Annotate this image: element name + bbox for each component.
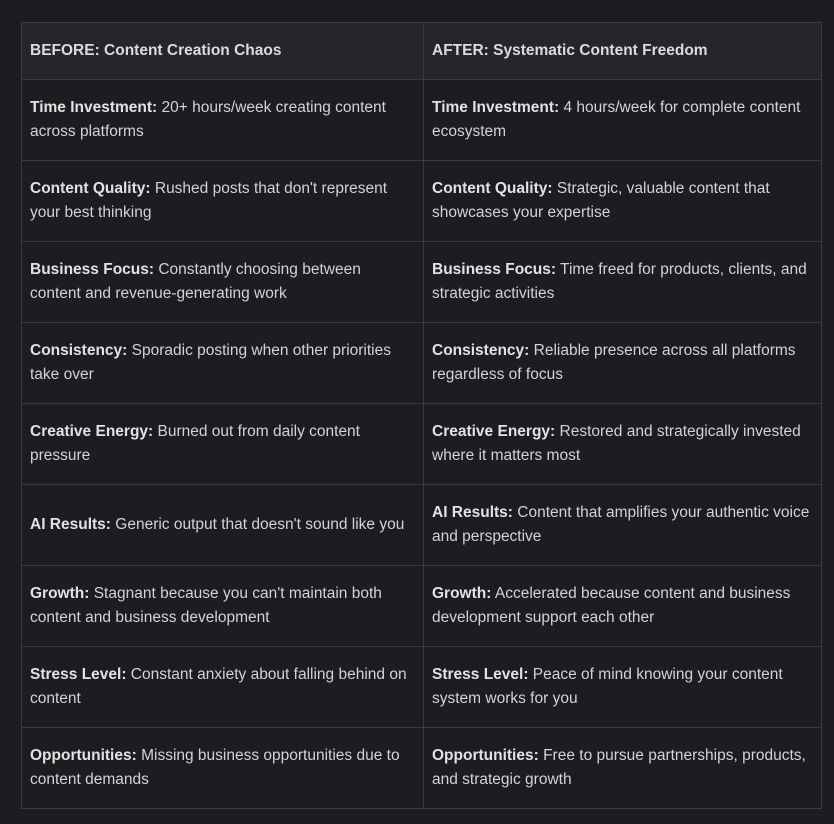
- cell-text: Reliable presence across all platforms regardless of focus: [432, 342, 796, 383]
- cell-label: AI Results:: [432, 504, 513, 521]
- table-row: [22, 161, 822, 242]
- cell-label: Time Investment:: [30, 99, 158, 116]
- cell-after: [424, 404, 822, 485]
- cell-label: Growth:: [30, 585, 90, 602]
- comparison-table: [21, 22, 822, 809]
- cell-text: 20+ hours/week creating content across platforms: [30, 99, 386, 140]
- cell-before: [22, 404, 424, 485]
- cell-text: Free to pursue partnerships, products, and strategic growth: [432, 747, 806, 788]
- cell-label: Business Focus:: [432, 261, 557, 278]
- comparison-table-container: [21, 22, 821, 809]
- header-after: AFTER: Systematic Content Freedom: [424, 23, 822, 80]
- cell-before: [22, 161, 424, 242]
- table-row: [22, 728, 822, 809]
- table-body: [22, 80, 822, 809]
- cell-before: [22, 566, 424, 647]
- cell-before: [22, 323, 424, 404]
- cell-text: Restored and strategically invested where it matters most: [432, 423, 801, 464]
- cell-label: Time Investment:: [432, 99, 560, 116]
- cell-text: Accelerated because content and business development support each other: [432, 585, 791, 626]
- cell-after: [424, 647, 822, 728]
- cell-after: [424, 161, 822, 242]
- cell-label: Consistency:: [432, 342, 530, 359]
- table-row: [22, 242, 822, 323]
- cell-text: Missing business opportunities due to content demands: [30, 747, 400, 788]
- cell-before: [22, 242, 424, 323]
- cell-text: 4 hours/week for complete content ecosystem: [432, 99, 801, 140]
- cell-text: Generic output that doesn't sound like you: [110, 516, 405, 533]
- cell-after: [424, 728, 822, 809]
- cell-label: Content Quality:: [30, 180, 151, 197]
- cell-text: Strategic, valuable content that showcases your expertise: [432, 180, 770, 221]
- table-row: [22, 485, 822, 566]
- cell-text: Time freed for products, clients, and strategic activities: [432, 261, 807, 302]
- cell-after: [424, 323, 822, 404]
- cell-label: Consistency:: [30, 342, 128, 359]
- cell-after: [424, 80, 822, 161]
- cell-text: Peace of mind knowing your content system works for you: [432, 666, 783, 707]
- cell-text: Constant anxiety about falling behind on content: [30, 666, 407, 707]
- cell-label: Creative Energy:: [432, 423, 556, 440]
- cell-label: Business Focus:: [30, 261, 155, 278]
- header-before: BEFORE: Content Creation Chaos: [22, 23, 424, 80]
- table-row: [22, 647, 822, 728]
- cell-text: Sporadic posting when other priorities take over: [30, 342, 391, 383]
- cell-label: AI Results:: [30, 516, 111, 533]
- cell-text: Constantly choosing between content and revenue-generating work: [30, 261, 361, 302]
- cell-label: Content Quality:: [432, 180, 553, 197]
- table-header-row: [22, 23, 822, 80]
- cell-after: [424, 485, 822, 566]
- cell-text: Content that amplifies your authentic voice and perspective: [432, 504, 810, 545]
- table-row: [22, 404, 822, 485]
- cell-label: Stress Level:: [30, 666, 127, 683]
- cell-before: [22, 647, 424, 728]
- cell-before: [22, 80, 424, 161]
- cell-text: Stagnant because you can't maintain both content and business development: [30, 585, 382, 626]
- cell-label: Opportunities:: [30, 747, 137, 764]
- cell-label: Opportunities:: [432, 747, 539, 764]
- cell-before: [22, 485, 424, 566]
- cell-after: [424, 566, 822, 647]
- table-row: [22, 566, 822, 647]
- table-row: [22, 80, 822, 161]
- cell-before: [22, 728, 424, 809]
- cell-after: [424, 242, 822, 323]
- cell-text: Rushed posts that don't represent your best thinking: [30, 180, 388, 221]
- cell-label: Growth:: [432, 585, 492, 602]
- table-row: [22, 323, 822, 404]
- cell-label: Stress Level:: [432, 666, 529, 683]
- cell-text: Burned out from daily content pressure: [30, 423, 360, 464]
- cell-label: Creative Energy:: [30, 423, 154, 440]
